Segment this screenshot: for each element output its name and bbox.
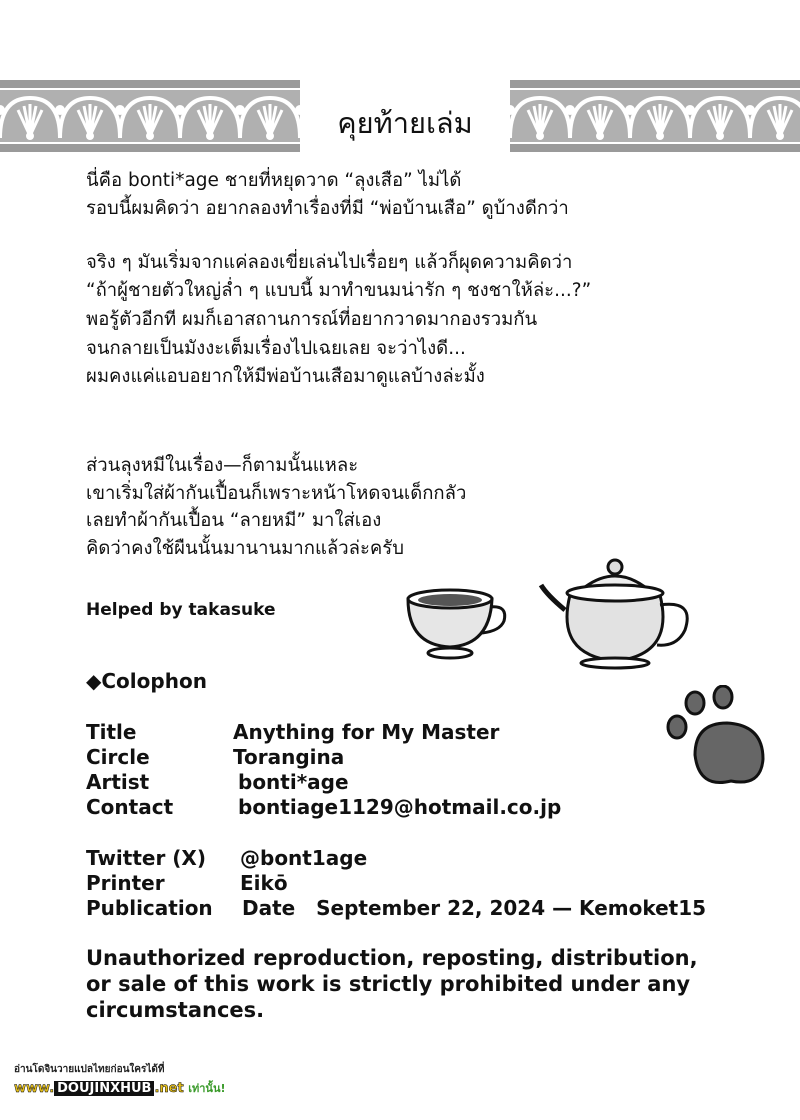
colophon-label: Printer xyxy=(86,871,165,895)
colophon-label: Contact xyxy=(86,795,174,819)
colophon-value: bonti*age xyxy=(238,770,349,794)
watermark-tagline: อ่านโดจินวายแปลไทยก่อนใครได้ที่ xyxy=(14,1064,165,1075)
paragraph-2-line: “ถ้าผู้ชายตัวใหญ่ล่ำ ๆ แบบนี้ มาทำขนมน่ารัก ๆ ชงชาให้ล่ะ...?” xyxy=(86,280,592,301)
paragraph-2-line: จริง ๆ มันเริ่มจากแค่ลองเขี่ยเล่นไปเรื่อยๆ แล้วก็ผุดความคิดว่า xyxy=(86,252,573,273)
colophon-label: Circle xyxy=(86,745,150,769)
colophon-heading: ◆Colophon xyxy=(86,669,207,693)
paragraph-1-line: นี่คือ bonti*age ชายที่หยุดวาด “ลุงเสือ” ไม่ได้ xyxy=(86,170,462,191)
colophon-value: Anything for My Master xyxy=(233,720,500,744)
page-title: คุยท้ายเล่ม xyxy=(337,106,473,140)
paragraph-2-line: ผมคงแค่แอบอยากให้มีพ่อบ้านเสือมาดูแลบ้างล่ะมั้ง xyxy=(86,366,485,387)
paragraph-1-line: รอบนี้ผมคิดว่า อยากลองทำเรื่องที่มี “พ่อบ้านเสือ” ดูบ้างดีกว่า xyxy=(86,198,569,219)
colophon-label: Publication xyxy=(86,896,213,920)
colophon-value: Eikō xyxy=(240,871,288,895)
teapot-icon xyxy=(535,555,705,670)
paragraph-3-line: ส่วนลุงหมีในเรื่อง—ก็ตามนั้นแหละ xyxy=(86,455,359,476)
helped-by: Helped by takasuke xyxy=(86,600,276,620)
contact-email: bontiage1129@hotmail.co.jp xyxy=(238,795,562,819)
colophon-label: Artist xyxy=(86,770,150,794)
colophon-label: Title xyxy=(86,720,137,744)
watermark-tld: .net xyxy=(154,1081,184,1096)
colophon-value: Date September 22, 2024 — Kemoket15 xyxy=(242,896,707,920)
twitter-handle: @bont1age xyxy=(240,846,368,870)
teacup-icon xyxy=(400,585,510,665)
paragraph-2-line: พอรู้ตัวอีกที ผมก็เอาสถานการณ์ที่อยากวาดมากองรวมกัน xyxy=(86,309,538,330)
colophon-value: Torangina xyxy=(233,745,345,769)
watermark-prefix: www. xyxy=(14,1081,55,1096)
paragraph-3-line: เขาเริ่มใส่ผ้ากันเปื้อนก็เพราะหน้าโหดจนเด็กกลัว xyxy=(86,483,467,504)
ornament-border-left xyxy=(0,80,300,152)
paragraph-2-line: จนกลายเป็นมังงะเต็มเรื่องไปเฉยเลย จะว่าไงดี... xyxy=(86,338,466,359)
paragraph-3-line: เลยทำผ้ากันเปื้อน “ลายหมี” มาใส่เอง xyxy=(86,510,382,531)
watermark-brand: DOUJINXHUB xyxy=(54,1081,154,1096)
colophon-label: Twitter (X) xyxy=(86,846,206,870)
copyright-warning-line: Unauthorized reproduction, reposting, distribution, xyxy=(86,946,698,970)
copyright-warning-line: circumstances. xyxy=(86,998,265,1022)
copyright-warning-line: or sale of this work is strictly prohibited under any xyxy=(86,972,691,996)
watermark-logo xyxy=(14,1062,225,1097)
watermark-suffix: เท่านั้น! xyxy=(188,1082,226,1095)
ornament-border-right xyxy=(510,80,800,152)
paragraph-3-line: คิดว่าคงใช้ผืนนั้นมานานมากแล้วล่ะครับ xyxy=(86,538,404,559)
paw-print-icon xyxy=(665,685,775,795)
